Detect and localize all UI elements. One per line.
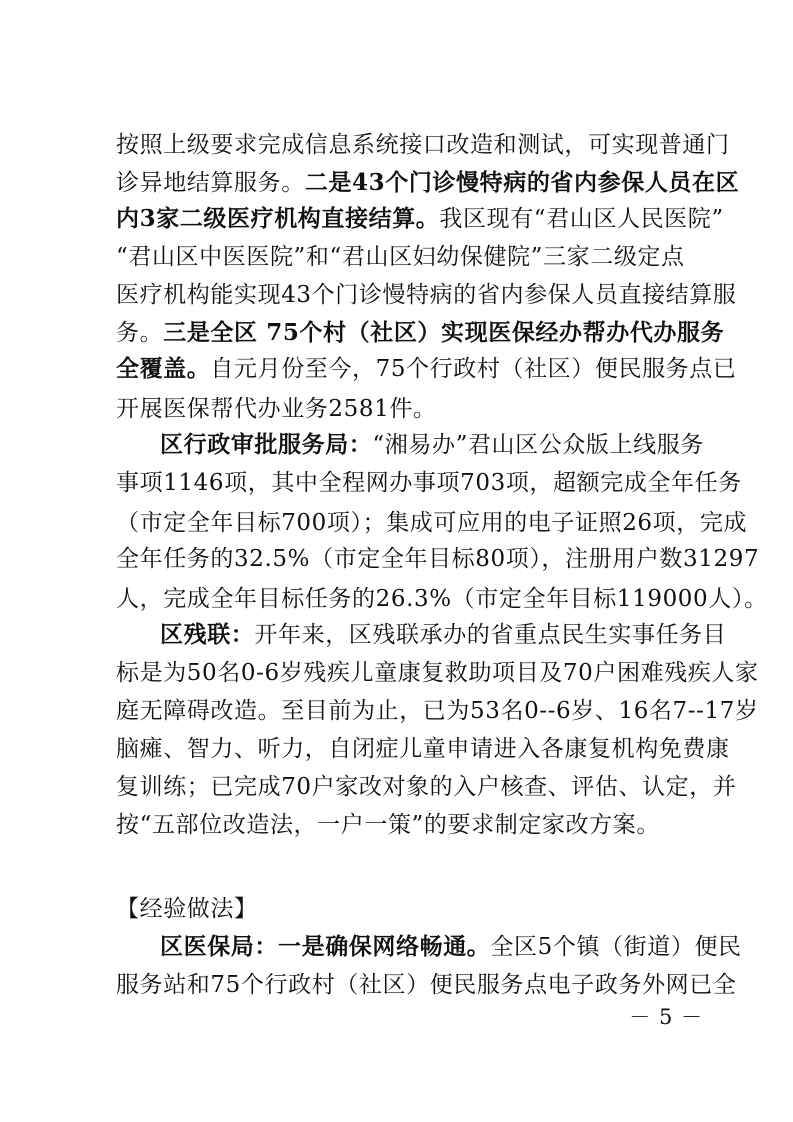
line-2-text: 诊异地结算服务。 — [116, 170, 305, 196]
body-line-7 — [116, 352, 737, 386]
line-11-text: （市定全年目标700项）；集成可应用的电子证照26项，完成 — [116, 510, 748, 536]
line-7-bold-text: 全覆盖。 — [116, 355, 211, 382]
body-line-21 — [160, 930, 742, 964]
body-line-9 — [160, 428, 704, 462]
line-3-bold-text: 内3家二级医疗机构直接结算。 — [116, 205, 440, 232]
line-17-text: 脑瘫、智力、听力，自闭症儿童申请进入各康复机构免费康 — [116, 736, 730, 762]
body-line-2 — [116, 166, 740, 200]
body-line-18 — [116, 770, 737, 804]
line-6-text: 务。 — [116, 320, 164, 346]
line-21-text: 全区5个镇（街道）便民 — [490, 934, 742, 960]
body-line-6 — [116, 316, 725, 350]
line-18-text: 复训练；已完成70户家改对象的入户核查、评估、认定，并 — [116, 774, 737, 800]
line-19-text: 按“五部位改造法，一户一策”的要求制定家改方案。 — [116, 812, 660, 838]
body-line-8 — [116, 392, 686, 426]
body-line-14 — [160, 618, 727, 652]
line-6-bold-text: 三是全区 75个村（社区）实现医保经办帮办代办服务 — [163, 319, 725, 346]
line-5-text: 医疗机构能实现43个门诊慢特病的省内参保人员直接结算服 — [116, 282, 737, 308]
body-line-19 — [116, 808, 686, 842]
body-line-15 — [116, 656, 759, 690]
section-heading — [116, 892, 686, 926]
line-22-text: 服务站和75个行政村（社区）便民服务点电子政务外网已全 — [116, 972, 737, 998]
line-9-bold-text: 区行政审批服务局： — [160, 431, 373, 458]
body-line-3 — [116, 202, 724, 236]
line-13-text: 人，完成全年目标任务的26.3%（市定全年目标119000人）。 — [116, 586, 768, 612]
line-3-text: 我区现有“君山区人民医院” — [439, 206, 724, 232]
line-14-bold-text: 区残联： — [160, 621, 255, 648]
body-line-10 — [116, 466, 742, 500]
line-1-text: 按照上级要求完成信息系统接口改造和测试，可实现普通门 — [116, 132, 730, 158]
body-line-4 — [116, 240, 686, 274]
body-line-16 — [116, 694, 759, 728]
line-14-text: 开年来，区残联承办的省重点民生实事任务目 — [254, 622, 727, 648]
line-4-text: “君山区中医医院”和“君山区妇幼保健院”三家二级定点 — [116, 244, 685, 270]
body-line-13 — [116, 582, 768, 616]
line-12-text: 全年任务的32.5%（市定全年目标80项），注册用户数31297 — [116, 546, 760, 572]
line-8-text: 开展医保帮代办业务2581件。 — [116, 396, 437, 422]
line-15-text: 标是为50名0-6岁残疾儿童康复救助项目及70户困难残疾人家 — [116, 660, 759, 686]
page-number: － 5 － — [629, 1005, 703, 1029]
line-21-bold-text: 区医保局：一是确保网络畅通。 — [160, 933, 491, 960]
body-line-17 — [116, 732, 730, 766]
line-16-text: 庭无障碍改造。至目前为止，已为53名0--6岁、16名7--17岁 — [116, 698, 759, 724]
line-2-bold-text: 二是43个门诊慢特病的省内参保人员在区 — [304, 169, 740, 196]
body-line-11 — [116, 506, 748, 540]
line-10-text: 事项1146项，其中全程网办事项703项，超额完成全年任务 — [116, 470, 742, 496]
body-line-22 — [116, 968, 737, 1002]
body-line-12 — [116, 542, 760, 576]
section-heading-text: 【经验做法】 — [116, 896, 258, 922]
line-9-text: “湘易办”君山区公众版上线服务 — [372, 432, 704, 458]
body-line-1 — [116, 128, 730, 162]
body-line-5 — [116, 278, 737, 312]
line-7-text: 自元月份至今，75个行政村（社区）便民服务点已 — [210, 356, 737, 382]
